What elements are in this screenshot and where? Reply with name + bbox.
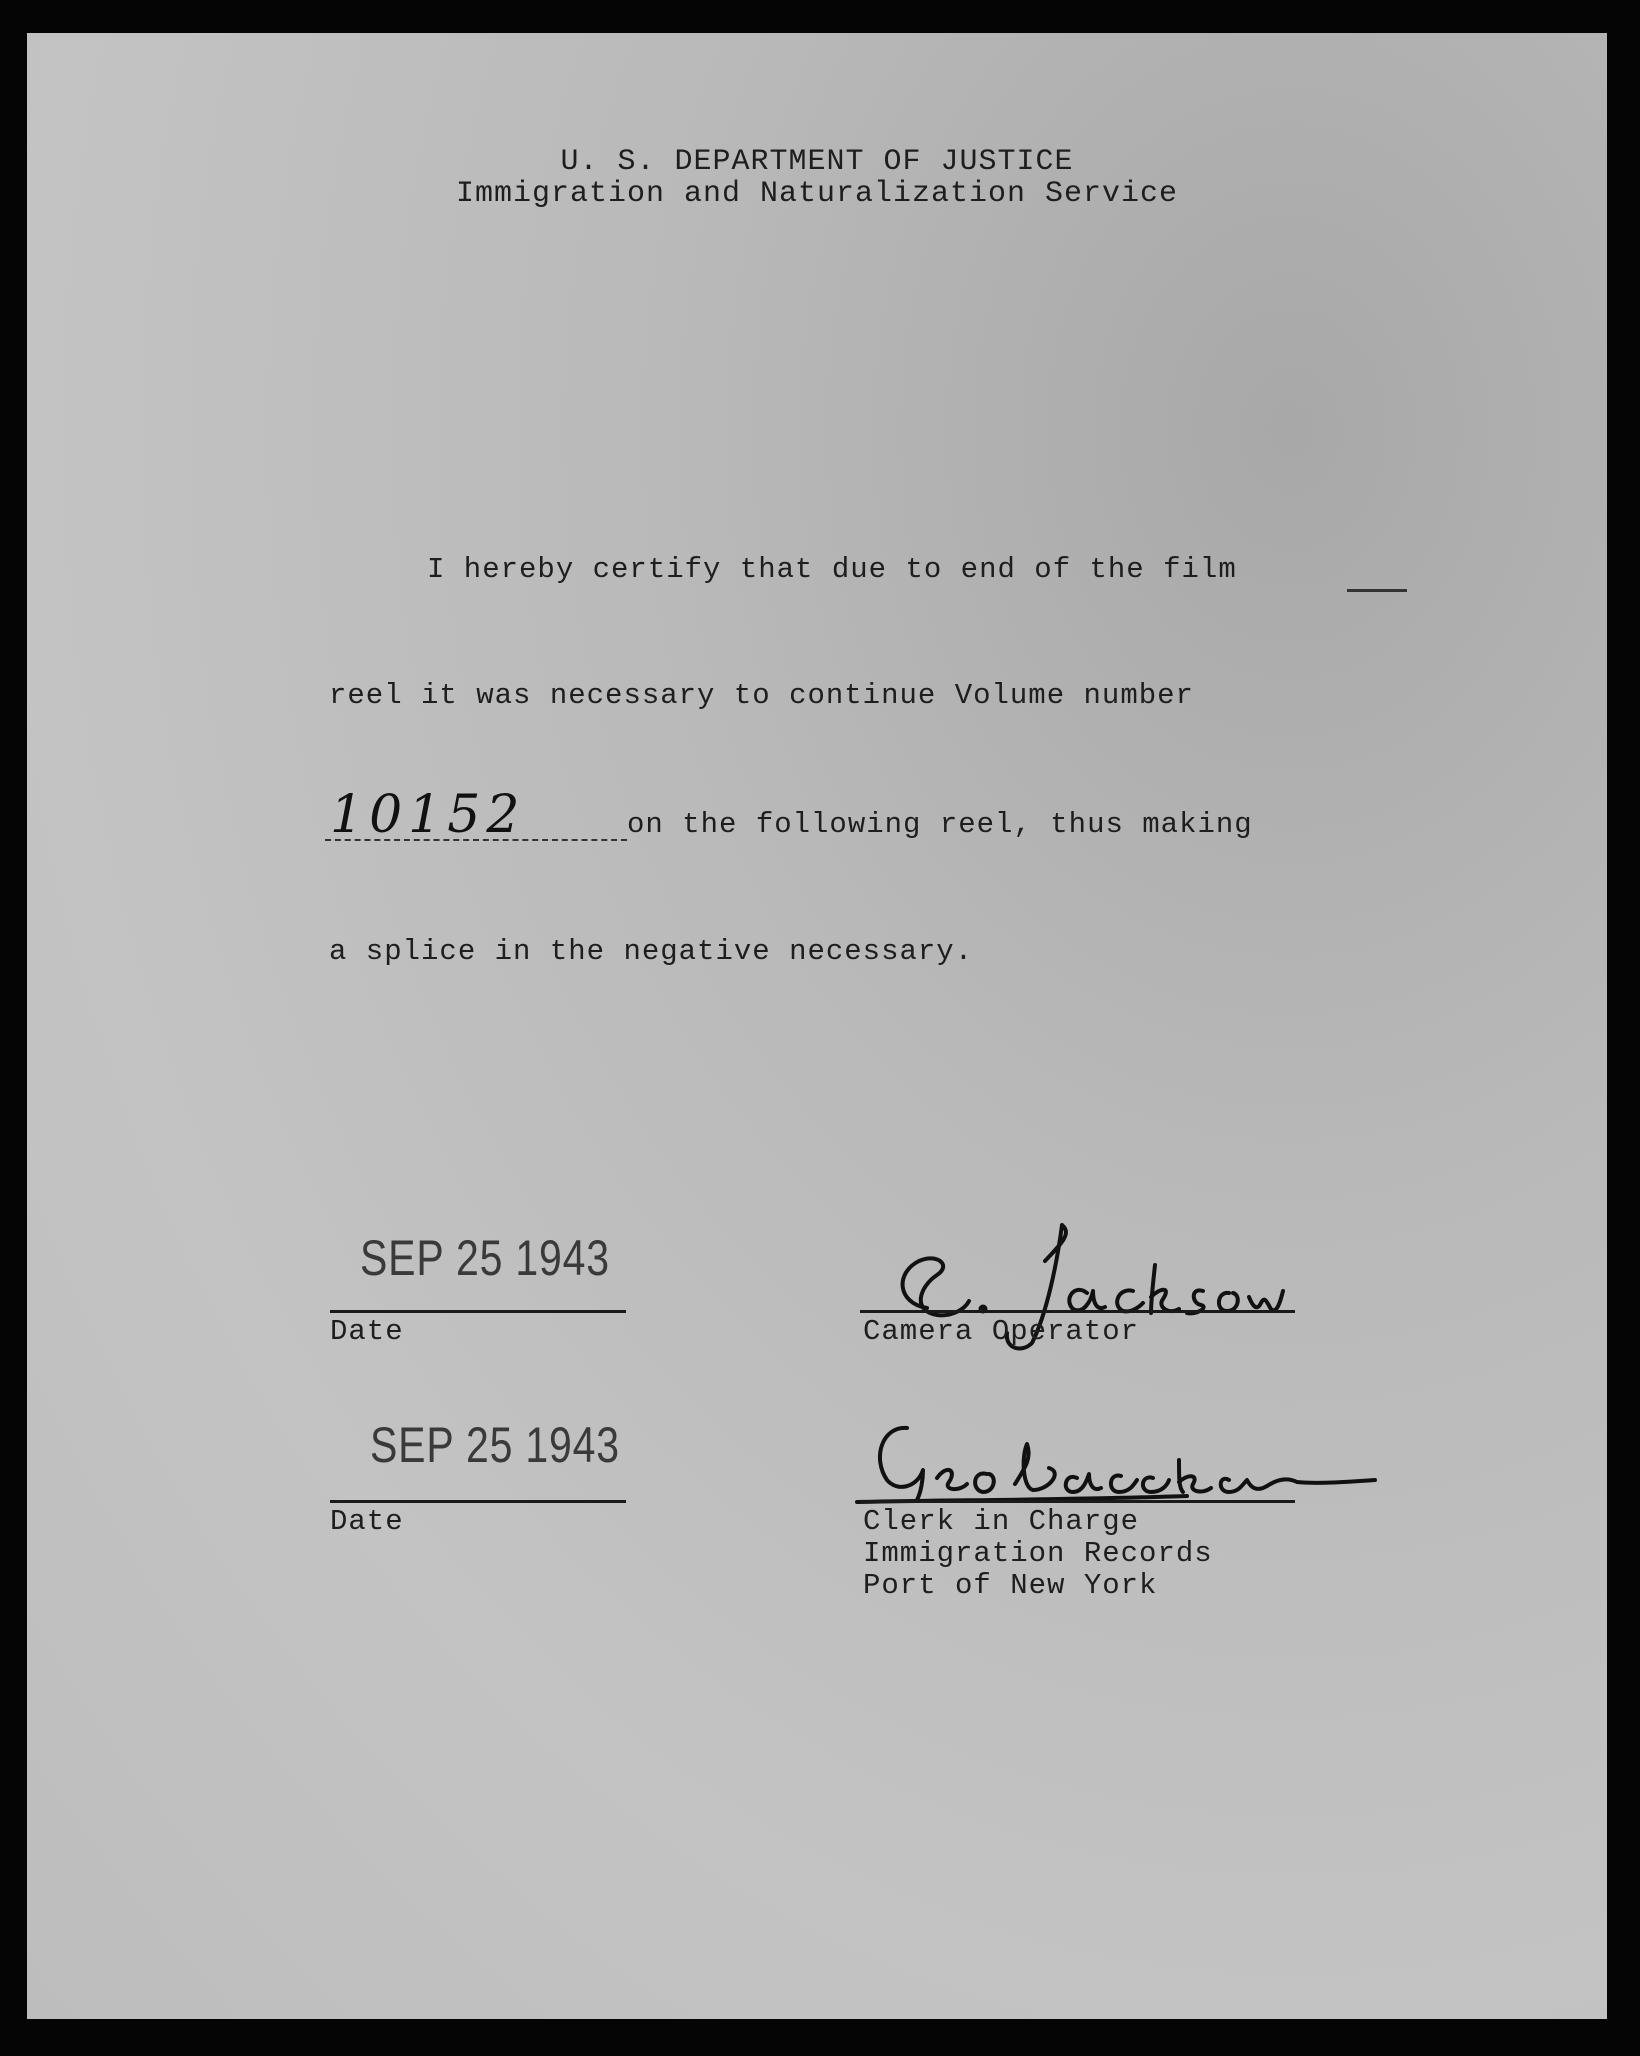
clerk-label-3: Port of New York [863,1569,1158,1602]
date-label-2: Date [330,1505,404,1538]
body-line-2: reel it was necessary to continue Volume number [329,679,1194,712]
date-stamp-1: SEP 25 1943 [360,1230,610,1286]
clerk-label-2: Immigration Records [863,1537,1213,1570]
service-heading: Immigration and Naturalization Service [455,177,1179,211]
camera-operator-line [860,1310,1295,1313]
volume-number-underline [325,839,627,841]
date-stamp-2: SEP 25 1943 [370,1417,620,1473]
document-paper [27,33,1607,2019]
margin-mark [1347,589,1407,592]
clerk-label-1: Clerk in Charge [863,1505,1140,1538]
agency-heading: U. S. DEPARTMENT OF JUSTICE [560,145,1074,179]
body-line-3: on the following reel, thus making [627,808,1253,841]
body-line-4: a splice in the negative necessary. [329,935,974,968]
date-line-2 [330,1500,626,1503]
body-line-1: I hereby certify that due to end of the film [427,553,1237,586]
date-line-1 [330,1310,626,1313]
date-label-1: Date [330,1315,404,1348]
clerk-line [860,1500,1295,1503]
camera-operator-label: Camera Operator [863,1315,1140,1348]
volume-number-handwritten: 10152 [330,785,526,845]
